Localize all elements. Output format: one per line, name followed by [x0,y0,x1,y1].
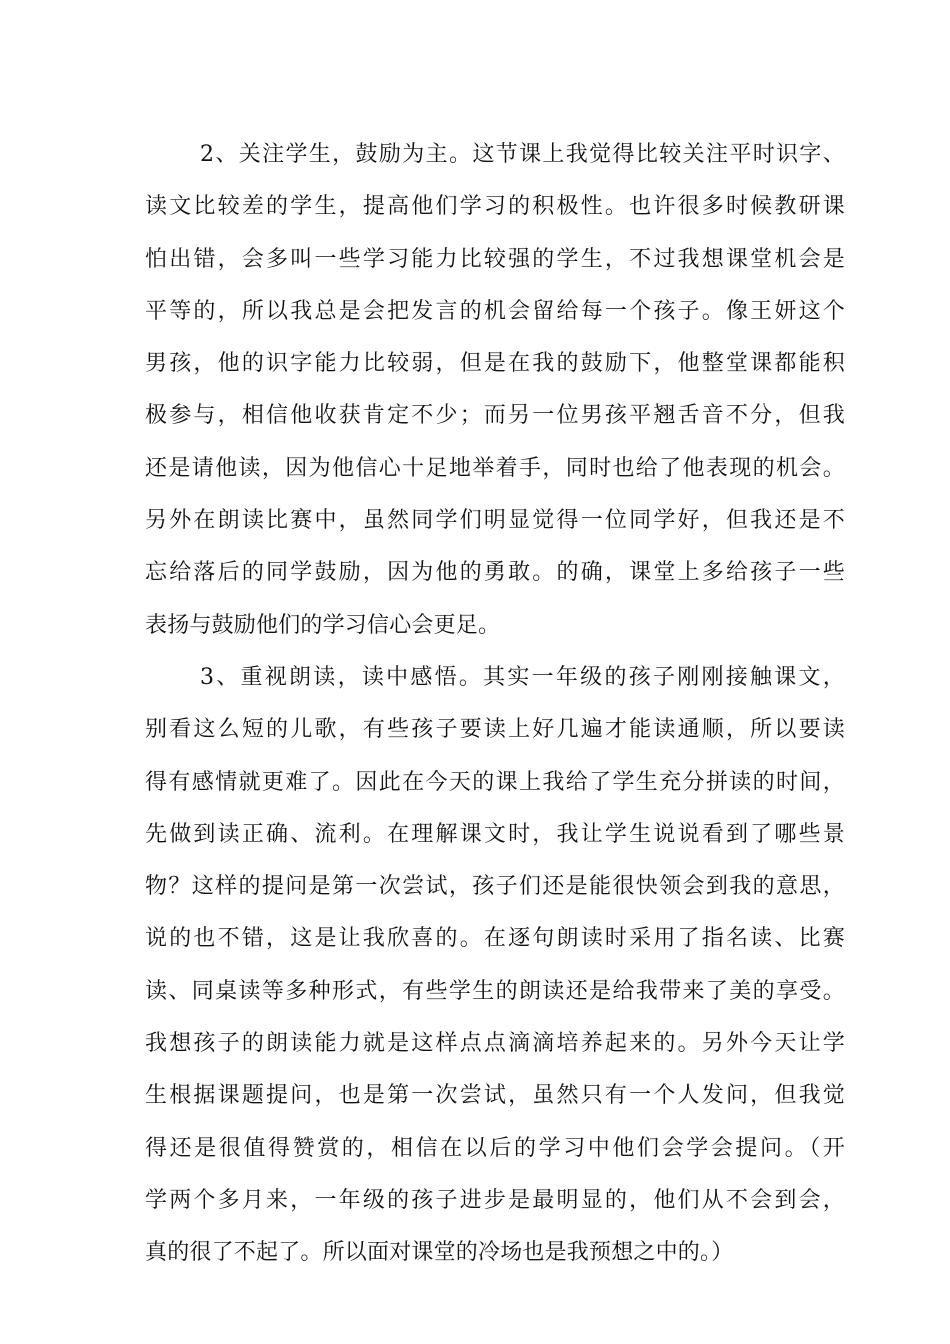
document-body [145,129,845,1280]
text-line: 2、关注学生，鼓励为主。这节课上我觉得比较关注平时识字、 [200,142,845,167]
text-line: 怕出错，会多叫一些学习能力比较强的学生，不过我想课堂机会是 [145,246,845,272]
text-line: 极参与，相信他收获肯定不少；而另一位男孩平翘舌音不分，但我 [145,403,845,429]
text-line: 男孩，他的识字能力比较弱，但是在我的鼓励下，他整堂课都能积 [145,351,845,377]
text-line: 得还是很值得赞赏的，相信在以后的学习中他们会学会提问。（开 [145,1135,845,1161]
text-line: 真的很了不起了。所以面对课堂的冷场也是我预想之中的。） [145,1240,734,1266]
text-line: 3、重视朗读，读中感悟。其实一年级的孩子刚刚接触课文， [200,664,845,690]
text-line: 学两个多月来，一年级的孩子进步是最明显的，他们从不会到会， [145,1187,845,1213]
paragraph-3 [145,652,845,1280]
text-line: 另外在朗读比赛中，虽然同学们明显觉得一位同学好，但我还是不 [145,508,845,534]
text-line: 我想孩子的朗读能力就是这样点点滴滴培养起来的。另外今天让学 [145,1031,845,1057]
text-line: 说的也不错，这是让我欣喜的。在逐句朗读时采用了指名读、比赛 [145,926,845,952]
text-line: 表扬与鼓励他们的学习信心会更足。 [145,612,501,638]
text-line: 读、同桌读等多种形式，有些学生的朗读还是给我带来了美的享受。 [145,978,845,1004]
text-line: 平等的，所以我总是会把发言的机会留给每一个孩子。像王妍这个 [145,298,845,324]
text-line: 物？这样的提问是第一次尝试，孩子们还是能很快领会到我的意思， [145,874,845,900]
text-line: 生根据课题提问，也是第一次尝试，虽然只有一个人发问，但我觉 [145,1083,845,1109]
text-line: 忘给落后的同学鼓励，因为他的勇敢。的确，课堂上多给孩子一些 [145,560,845,586]
text-line: 先做到读正确、流利。在理解课文时，我让学生说说看到了哪些景 [145,821,845,847]
text-line: 别看这么短的儿歌，有些孩子要读上好几遍才能读通顺，所以要读 [145,717,845,743]
text-line: 还是请他读，因为他信心十足地举着手，同时也给了他表现的机会。 [145,455,845,481]
paragraph-2 [145,129,845,652]
text-line: 读文比较差的学生，提高他们学习的积极性。也许很多时候教研课 [145,194,845,220]
text-line: 得有感情就更难了。因此在今天的课上我给了学生充分拼读的时间， [145,769,845,795]
